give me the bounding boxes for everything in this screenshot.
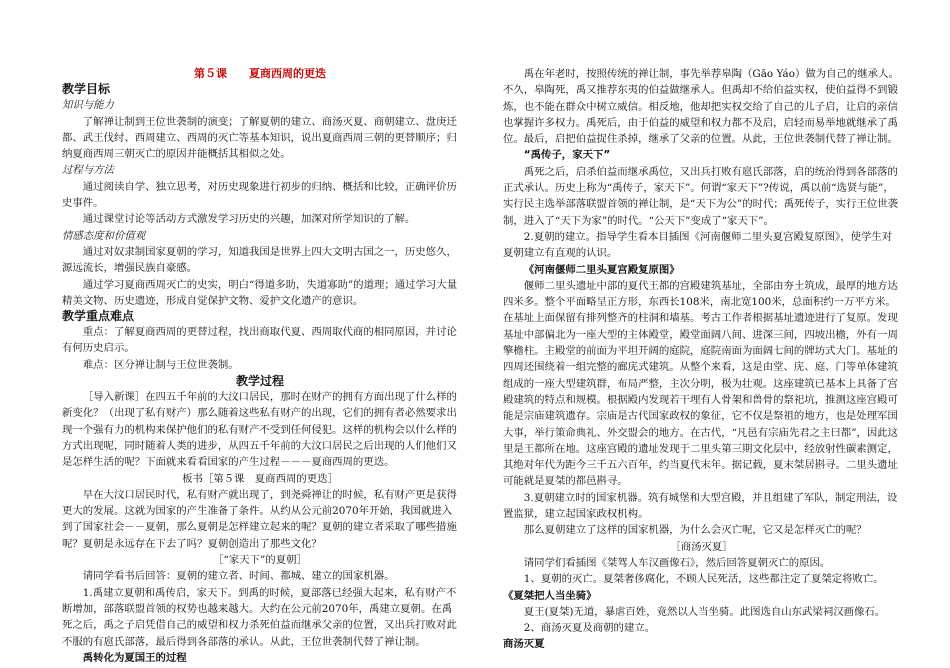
difficulty-text: 难点：区分禅让制与王位世袭制。	[82, 358, 239, 371]
sub-heading: 商汤灭夏	[503, 638, 545, 651]
key-difficult-heading: 教学重点难点	[62, 309, 135, 324]
paragraph: 1、夏朝的灭亡。夏桀奢侈腐化，不顾人民死活，这些都注定了夏桀定将败亡。	[523, 573, 884, 586]
intro-paragraph: ［导入新课］在四五千年前的大汶口居民，那时在财产的拥有方面出现了什么样的新变化？（出现了私有财产）那么随着这些私有财产的出现，它们的拥有者必然要求出现一个强有力的机构来保护他们的私有财产不受到任何侵犯。这样的机构会以什么样的方式出现呢，同时随着人类的进步，从四五千年前的大汶口居民之后出现的人们他们又是怎样生活的呢？下面就来看看国家的产生过程－－－夏商西周的更迭。	[62, 391, 457, 469]
emotion-values-text-1: 通过对奴隶制国家夏朝的学习，知道我国是世界上四大文明古国之一，历史悠久，源远流长，增强民族自豪感。	[62, 245, 457, 275]
key-point-text: 重点：了解夏商西周的更替过程，找出商取代夏、西周取代商的相同原因，并讨论有何历史启示。	[62, 326, 457, 355]
paragraph: 3.夏朝建立时的国家机器。筑有城堡和大型宫殿，并且组建了军队，制定刑法，设置监狱，建立起国家政权机构。	[503, 491, 898, 521]
paragraph: 那么夏朝建立了这样的国家机器，为什么会灭亡呢，它又是怎样灭亡的呢？	[523, 524, 867, 537]
knowledge-ability-text: 了解禅让制到王位世袭制的演变；了解夏朝的建立、商汤灭夏、商朝建立、盘庚迁都、武王伐纣、西周建立、西周的灭亡等基本知识，说出夏商西周三朝的更替顺序；归纳夏商西周三朝灭亡的原因并能概括其相似之处。	[62, 115, 457, 161]
emotion-values-heading: 情感态度和价值观	[62, 229, 146, 242]
right-column	[503, 66, 900, 653]
section-label-shang: ［商汤灭夏］	[670, 540, 733, 553]
sub-heading: 禹转化为夏国王的过程	[82, 651, 187, 664]
process-method-text-1: 通过阅读自学、独立思考，对历史现象进行初步的归纳、概括和比较，正确评价历史事件。	[62, 180, 457, 210]
sub-heading: 《河南偃师二里头夏宫殿复原图》	[523, 263, 680, 276]
process-method-text-2: 通过课堂讨论等活动方式激发学习历史的兴趣，加深对所学知识的了解。	[82, 213, 416, 226]
paragraph: 禹在年老时，按照传统的禅让制，事先举荐皋陶（Gāo Yáo）做为自己的继承人。不久，皋陶死，禹又推荐东夷的伯益做继承人。但禹却不给伯益实权，使伯益得不到锻炼，也不能在群众中树立威信。相反地，他却把实权交给了自己的儿子启，让启的亲信也掌握许多权力。禹死后，由于伯益的威望和权力都不及启，启轻而易举地就继承了禹位。最后，启把伯益捉住杀掉，继承了父亲的位置。从此，王位世袭制代替了禅让制。	[503, 68, 899, 146]
teaching-process-heading: 教学过程	[235, 374, 284, 389]
paragraph: 夏王(夏桀)无道，暴虐百姓，竟然以人当坐骑。此图选自山东武梁祠汉画像石。	[523, 605, 886, 618]
board-writing: 板书［第５课 夏商西周的更迭］	[182, 472, 338, 485]
process-method-heading: 过程与方法	[62, 164, 114, 177]
sub-heading: 《夏桀把人当坐骑》	[503, 589, 597, 602]
paragraph: 1.禹建立夏朝和禹传启，家天下。到禹的时候，夏部落已经强大起来，私有财产不断增加，部落联盟首领的权势也越来越大。大约在公元前2070年，禹建立夏朝。在禹死之后，禹之子启凭借自己的威望和权力杀死伯益而继承父亲的位置，又出兵打败对此不服的有扈氏部落，最后得到各部落的承认。从此，王位世袭制代替了禅让制。	[62, 586, 457, 648]
paragraph: 请同学们看插图《桀驾人车汉画像石》，然后回答夏朝灭亡的原因。	[523, 556, 831, 569]
paragraph: 禹死之后，启杀伯益而继承禹位，又出兵打败有扈氏部落，启的统治得到各部落的正式承认。历史上称为“禹传子，家天下”。何谓“家天下”?传说，禹以前“选贤与能”，实行民主选举部落联盟首领的禅让制，是“天下为公”的时代；禹死传子，实行王位世袭制，进入了“天下为家”的时代。“公天下”变成了“家天下”。	[503, 165, 899, 227]
teaching-goals-heading: 教学目标	[62, 82, 111, 97]
sub-heading: “禹传子，家天下”	[523, 149, 611, 162]
paragraph: 2、商汤灭夏及商朝的建立。	[523, 622, 656, 635]
lesson-title: 第５课 夏商西周的更迭	[194, 67, 326, 80]
paragraph: 早在大汶口居民时代，私有财产就出现了，到尧舜禅让的时候，私有财产更是获得更大的发展。这就为国家的产生准备了条件。从约从公元前2070年开始，我国就进入到了国家社会－－夏朝，那么夏朝是怎样建立起来的呢？夏朝的建立者采取了哪些措施呢？夏朝是永远存在下去了吗？夏朝创造出了那些文化？	[62, 488, 457, 550]
section-label-xia: ［“家天下”的夏朝］	[213, 554, 307, 567]
paragraph: 2.夏朝的建立。指导学生看本目插图《河南偃师二里头夏宫殿复原图》，使学生对夏朝建立有直观的认识。	[503, 230, 893, 260]
paragraph: 请同学看书后回答：夏朝的建立者、时间、都城、建立的国家机器。	[82, 570, 395, 583]
left-column	[62, 66, 458, 666]
paragraph: 偃师二里头遗址中部的夏代王都的宫殿建筑基址，全部由夯土筑成，最厚的地方达四米多。整个平面略呈正方形，东西长108米，南北宽100米，总面积约一万平方米。在基址上面保留有排列整齐的柱洞和墙基。考古工作者根据基址遗迹进行了复原。发现基址中部偏北为一座大型的主体殿堂，殿堂面阔八间、进深三间，四坡出檐，外有一周擎檐柱。主殿堂的前面为平坦开阔的庭院，庭院南面为面阔七间的牌坊式大门。基址的四周还围绕着一组完整的廊庑式建筑。从整个来看，这是由堂、庑、庭、门等单体建筑组成的一座大型建筑群，布局严整，主次分明，极为壮观。这座建筑已基本上具备了宫殿建筑的特点和规模。根据殿内发现若干埋有人骨架和兽骨的祭祀坑，推测这座宫殿可能是宗庙建筑遗存。宗庙是古代国家政权的象征，它不仅是祭祖的地方，也是处理军国大事，举行策命典礼、外交盟会的地方。在古代，“凡邑有宗庙先君之主曰都”，因此这里是王都所在地。这座宫殿的遗址发现于二里头第三期文化层中，经放射性碳素测定，其绝对年代为距今三千五六百年，约当夏代末年。据记载，夏末桀居斟寻。二里头遗址可能就是夏桀的都邑斟寻。	[503, 279, 899, 488]
knowledge-ability-heading: 知识与能力	[62, 99, 114, 112]
emotion-values-text-2: 通过学习夏商西周灭亡的史实，明白“得道多助，失道寡助”的道理；通过学习大量精美文物、历史遗迹，形成自觉保护文物、爱护文化遗产的意识。	[62, 278, 458, 307]
